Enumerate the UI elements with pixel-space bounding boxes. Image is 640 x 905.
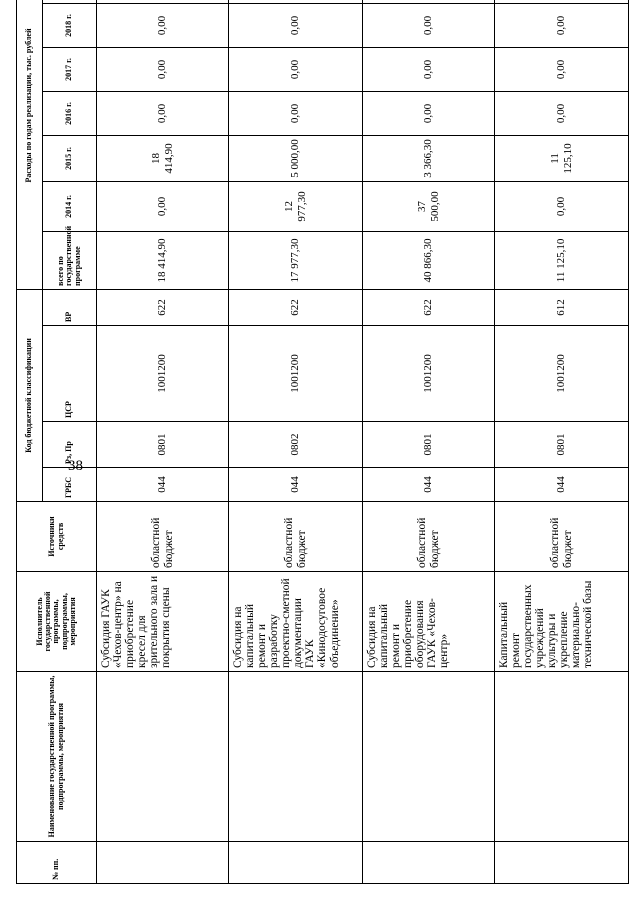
header-year-2015: 2015 г. — [43, 135, 97, 181]
cell-2019 — [495, 0, 629, 3]
cell-source: областной бюджет — [97, 501, 229, 571]
cell-2019 — [363, 0, 495, 3]
cell-vr: 622 — [363, 289, 495, 325]
header-num: № пп. — [17, 841, 97, 883]
header-vr: ВР — [43, 289, 97, 325]
cell-csr: 1001200 — [229, 325, 363, 421]
cell-vr: 622 — [229, 289, 363, 325]
cell-source: областной бюджет — [495, 501, 629, 571]
header-rzpr: Рз, Пр — [43, 421, 97, 467]
cell-2017: 0,00 — [97, 47, 229, 91]
rotated-table-container — [16, 13, 624, 884]
page-number: 38 — [68, 458, 83, 474]
header-year-2016: 2016 г. — [43, 91, 97, 135]
header-csr: ЦСР — [43, 325, 97, 421]
cell-2015: 11 125,10 — [495, 135, 629, 181]
header-year-2019 — [43, 0, 97, 3]
table-row — [229, 0, 363, 883]
cell-2017: 0,00 — [363, 47, 495, 91]
table-row — [363, 0, 495, 883]
cell-2014: 37 500,00 — [363, 181, 495, 231]
cell-2015: 18 414,90 — [97, 135, 229, 181]
cell-2017: 0,00 — [495, 47, 629, 91]
cell-2019 — [97, 0, 229, 3]
cell-rzpr: 0802 — [229, 421, 363, 467]
cell-grbs: 044 — [363, 467, 495, 501]
cell-name — [495, 671, 629, 841]
cell-2016: 0,00 — [495, 91, 629, 135]
cell-2015: 3 366,30 — [363, 135, 495, 181]
cell-name — [97, 671, 229, 841]
header-expenses-group: Расходы по годам реализации, тыс. рублей — [17, 0, 43, 289]
cell-2018: 0,00 — [97, 3, 229, 47]
header-name: Наименование государственной программы, подпрограммы, мероприятия — [17, 671, 97, 841]
cell-name — [229, 671, 363, 841]
header-budget-code-group: Код бюджетной классификации — [17, 289, 43, 501]
cell-grbs: 044 — [229, 467, 363, 501]
cell-2019 — [229, 0, 363, 3]
cell-total: 18 414,90 — [97, 231, 229, 289]
cell-executor: Капитальный ремонт государственных учреждений культуры и укрепление материально-технической базы — [495, 571, 629, 671]
table-row — [97, 0, 229, 883]
cell-executor: Субсидия ГАУК «Чехов-центр» на приобретение кресел для зрительного зала и покрытия сцены — [97, 571, 229, 671]
cell-rzpr: 0801 — [97, 421, 229, 467]
header-year-2017: 2017 г. — [43, 47, 97, 91]
header-executor: Исполнитель государственной программы, подпрограммы, мероприятия — [17, 571, 97, 671]
cell-2017: 0,00 — [229, 47, 363, 91]
cell-source: областной бюджет — [363, 501, 495, 571]
cell-total: 17 977,30 — [229, 231, 363, 289]
header-total: всего по государственной программе — [43, 231, 97, 289]
cell-executor: Субсидия на капитальный ремонт и разработку проектно-сметной документации ГАУК «Кинодосуговое объединение» — [229, 571, 363, 671]
cell-2016: 0,00 — [229, 91, 363, 135]
cell-num — [229, 841, 363, 883]
cell-grbs: 044 — [495, 467, 629, 501]
cell-csr: 1001200 — [363, 325, 495, 421]
cell-total: 40 866,30 — [363, 231, 495, 289]
cell-2014: 0,00 — [495, 181, 629, 231]
cell-2014: 12 977,30 — [229, 181, 363, 231]
cell-rzpr: 0801 — [495, 421, 629, 467]
cell-rzpr: 0801 — [363, 421, 495, 467]
program-expenses-table — [16, 0, 629, 884]
cell-csr: 1001200 — [495, 325, 629, 421]
cell-csr: 1001200 — [97, 325, 229, 421]
cell-num — [363, 841, 495, 883]
cell-vr: 612 — [495, 289, 629, 325]
header-source: Источники средств — [17, 501, 97, 571]
cell-2015: 5 000,00 — [229, 135, 363, 181]
table-row — [495, 0, 629, 883]
cell-2018: 0,00 — [495, 3, 629, 47]
cell-2016: 0,00 — [363, 91, 495, 135]
cell-vr: 622 — [97, 289, 229, 325]
cell-source: областной бюджет — [229, 501, 363, 571]
cell-total: 11 125,10 — [495, 231, 629, 289]
cell-2018: 0,00 — [229, 3, 363, 47]
header-year-2014: 2014 г. — [43, 181, 97, 231]
header-year-2018: 2018 г. — [43, 3, 97, 47]
cell-num — [495, 841, 629, 883]
cell-2018: 0,00 — [363, 3, 495, 47]
cell-2014: 0,00 — [97, 181, 229, 231]
cell-grbs: 044 — [97, 467, 229, 501]
header-grbs: ГРБС — [43, 467, 97, 501]
cell-executor: Субсидия на капитальный ремонт и приобретение оборудования ГАУК «Чехов-центр» — [363, 571, 495, 671]
cell-2016: 0,00 — [97, 91, 229, 135]
cell-name — [363, 671, 495, 841]
cell-num — [97, 841, 229, 883]
